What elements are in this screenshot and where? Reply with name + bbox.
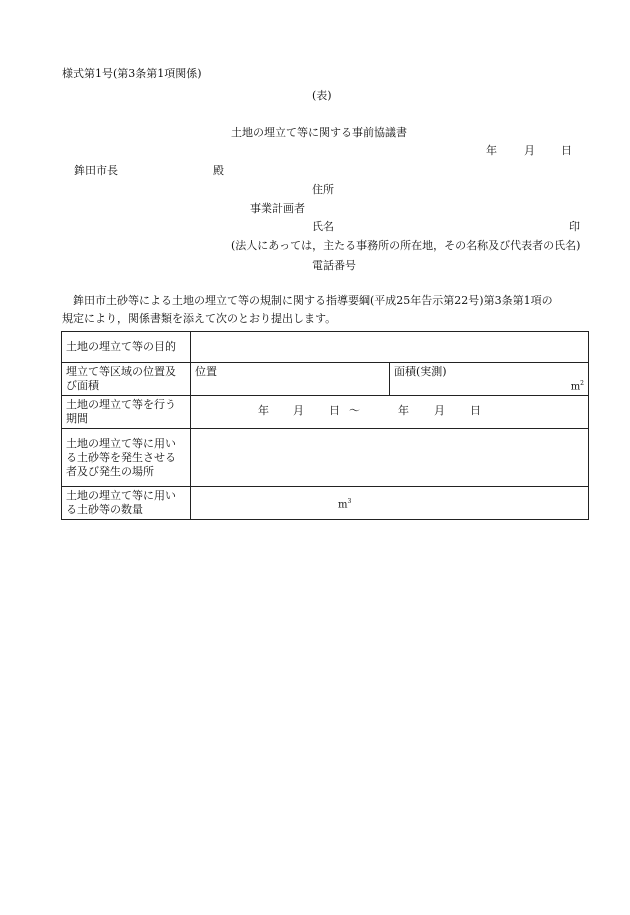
table-row (62, 487, 589, 520)
name-label: 氏名 (312, 220, 334, 233)
source-field[interactable] (191, 429, 589, 487)
quantity-field[interactable] (191, 487, 589, 520)
period-end-year: 年 (398, 404, 409, 417)
period-start-month: 月 (293, 404, 304, 417)
source-label: 土地の埋立て等に用いる土砂等を発生させる者及び発生の場所 (62, 429, 191, 487)
seal-label: 印 (569, 220, 580, 233)
purpose-field[interactable] (191, 332, 589, 363)
quantity-unit (338, 495, 351, 512)
quantity-unit-exponent: 3 (347, 498, 352, 505)
table-row (62, 363, 589, 396)
area-unit (571, 377, 584, 394)
corporate-note: (法人にあっては，主たる事務所の所在地，その名称及び代表者の氏名) (231, 239, 581, 252)
paragraph-line-1: 鉾田市土砂等による土地の埋立て等の規制に関する指導要綱(平成25年告示第22号)第3条第1項の (73, 294, 553, 307)
period-end-day: 日 (470, 404, 481, 417)
paragraph-line-2: 規定により，関係書類を添えて次のとおり提出します。 (62, 312, 337, 325)
date-day-label: 日 (561, 144, 572, 157)
purpose-label: 土地の埋立て等の目的 (62, 332, 191, 363)
location-field[interactable] (191, 363, 390, 396)
period-field[interactable] (191, 396, 589, 429)
phone-label: 電話番号 (312, 259, 356, 272)
period-separator: ～ (349, 404, 360, 417)
applicant-role-label: 事業計画者 (250, 202, 305, 215)
date-year-label: 年 (486, 144, 497, 157)
location-label: 埋立て等区域の位置及び面積 (62, 363, 191, 396)
area-field[interactable] (390, 363, 589, 396)
area-unit-exponent: 2 (580, 379, 584, 387)
addressee-name: 鉾田市長 (74, 164, 118, 177)
period-start-day: 日 (329, 404, 340, 417)
period-end-month: 月 (434, 404, 445, 417)
table-row (62, 332, 589, 363)
quantity-unit-base: m (338, 499, 348, 511)
period-label: 土地の埋立て等を行う期間 (62, 396, 191, 429)
table-row (62, 429, 589, 487)
location-sublabel: 位置 (195, 365, 217, 378)
document-title: 土地の埋立て等に関する事前協議書 (231, 126, 407, 139)
address-label: 住所 (312, 183, 334, 196)
table-row (62, 396, 589, 429)
quantity-label: 土地の埋立て等に用いる土砂等の数量 (62, 487, 191, 520)
period-start-year: 年 (258, 404, 269, 417)
date-month-label: 月 (524, 144, 535, 157)
area-unit-base: m (570, 381, 581, 392)
application-form-table (61, 331, 589, 520)
form-number-label: 様式第1号(第3条第1項関係) (62, 67, 202, 80)
addressee-honorific: 殿 (213, 164, 224, 177)
area-sublabel: 面積(実測) (394, 365, 447, 378)
side-label: (表) (312, 89, 332, 102)
submission-paragraph (62, 292, 590, 328)
